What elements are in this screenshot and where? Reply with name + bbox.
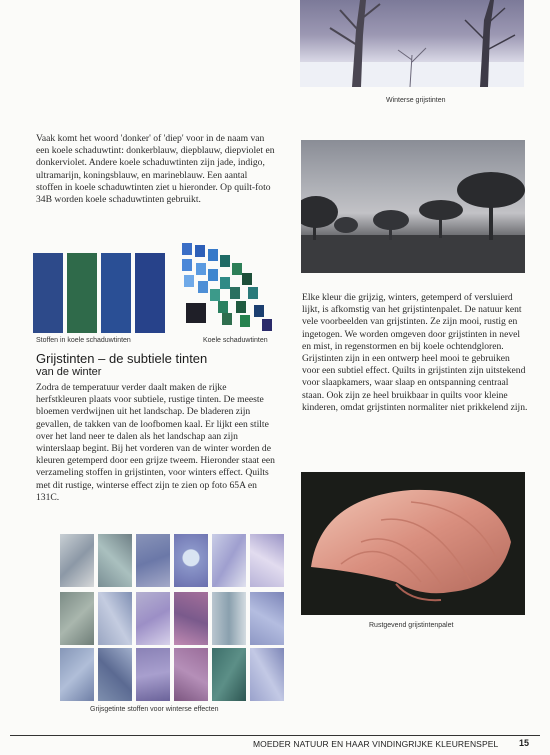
fabrics-left-caption: Stoffen in koele schaduwtinten <box>36 337 131 344</box>
grey-fabric-5 <box>212 534 246 587</box>
fabrics-right-caption: Koele schaduwtinten <box>203 337 268 344</box>
grey-fabric-9 <box>136 592 170 645</box>
color-fan-graphic <box>178 243 278 333</box>
fabric-swatch-blue-1 <box>33 253 63 333</box>
shell-photo <box>301 472 525 615</box>
grey-fabric-15 <box>136 648 170 701</box>
grey-fabric-grid <box>60 534 284 702</box>
fabric-swatch-green <box>67 253 97 333</box>
grey-fabrics-caption: Grijsgetinte stoffen voor winterse effecten <box>90 706 219 713</box>
misty-landscape-photo <box>301 140 525 273</box>
grey-fabric-18 <box>250 648 284 701</box>
intro-paragraph: Vaak komt het woord 'donker' of 'diep' voor in de naam van een koele schaduwtint: donkerblauw, diepblauw, diepviolet en donkerviolet. Andere koele schaduwtinten zijn jade, indigo, ultramarijn, koningsblauw, en marineblauw. Een aantal stoffen in koele schaduwtinten ziet u hieronder. Op quilt-foto 34B worden koele schaduwtinten gebruikt. <box>36 133 275 206</box>
section-heading-line1: Grijstinten – de subtiele tinten <box>36 351 208 366</box>
grey-fabric-17 <box>212 648 246 701</box>
grey-fabric-12 <box>250 592 284 645</box>
cool-color-fan <box>178 243 278 333</box>
grey-fabric-6 <box>250 534 284 587</box>
grey-palette-paragraph: Elke kleur die grijzig, winters, getemperd of versluierd lijkt, is afkomstig van het grijstintenpalet. De natuur kent vele voorbeelden van grijstinten. Ze zijn mooi, rustig en ingetogen. We worden omgeven door grijstinten in nevel en mist, in regenstormen en bij koele ochtendgloren. Grijstinten zijn in een ontwerp heel mooi te gebruiken voor een subtiel effect. Quilts in grijstinten zijn uitstekend voor slaapkamers, waar slaap en ontspanning centraal staan. Ook zijn ze heel bruikbaar in quilts voor kleine kinderen, omdat grijstinten normaliter niet prikkelend zijn. <box>302 292 528 413</box>
footer-title: MOEDER NATUUR EN HAAR VINDINGRIJKE KLEURENSPEL <box>253 739 499 749</box>
winter-trees-graphic <box>300 0 524 87</box>
winter-photo-caption: Winterse grijstinten <box>386 97 446 104</box>
grey-fabric-3 <box>136 534 170 587</box>
landscape-trees-graphic <box>301 140 525 273</box>
fabric-swatch-blue-2 <box>101 253 131 333</box>
cool-fabric-swatches <box>33 253 165 333</box>
grey-fabric-2 <box>98 534 132 587</box>
grey-fabric-13 <box>60 648 94 701</box>
winter-photo <box>300 0 524 87</box>
section-heading <box>36 352 286 379</box>
grey-fabric-1 <box>60 534 94 587</box>
grey-tones-paragraph: Zodra de temperatuur verder daalt maken de rijke herfstkleuren plaats voor subtiele, rustige tinten. De meeste bloemen verdwijnen uit het landschap. De bladeren zijn gevallen, de takken van de loofbomen kaal. Er lijkt een stilte over het land neer te dalen als het landschap aan zijn winterslaap begint. Bij het vorderen van de winter worden de kleuren getemperd door een grijze tweem. Hieronder staat een verzameling stoffen in grijstinten, voor winters effect. Quilts met dit rustige, winterse effect zijn te zien op foto 65A en 131C. <box>36 382 275 503</box>
section-heading-line2: van de winter <box>36 366 102 378</box>
shell-photo-caption: Rustgevend grijstintenpalet <box>369 622 454 629</box>
grey-fabric-4 <box>174 534 208 587</box>
grey-fabric-10 <box>174 592 208 645</box>
page-number: 15 <box>519 738 530 748</box>
grey-fabric-16 <box>174 648 208 701</box>
grey-fabric-11 <box>212 592 246 645</box>
shell-graphic <box>301 472 525 615</box>
fabric-swatch-blue-3 <box>135 253 165 333</box>
grey-fabric-8 <box>98 592 132 645</box>
footer-rule <box>10 735 540 736</box>
grey-fabric-7 <box>60 592 94 645</box>
grey-fabric-14 <box>98 648 132 701</box>
